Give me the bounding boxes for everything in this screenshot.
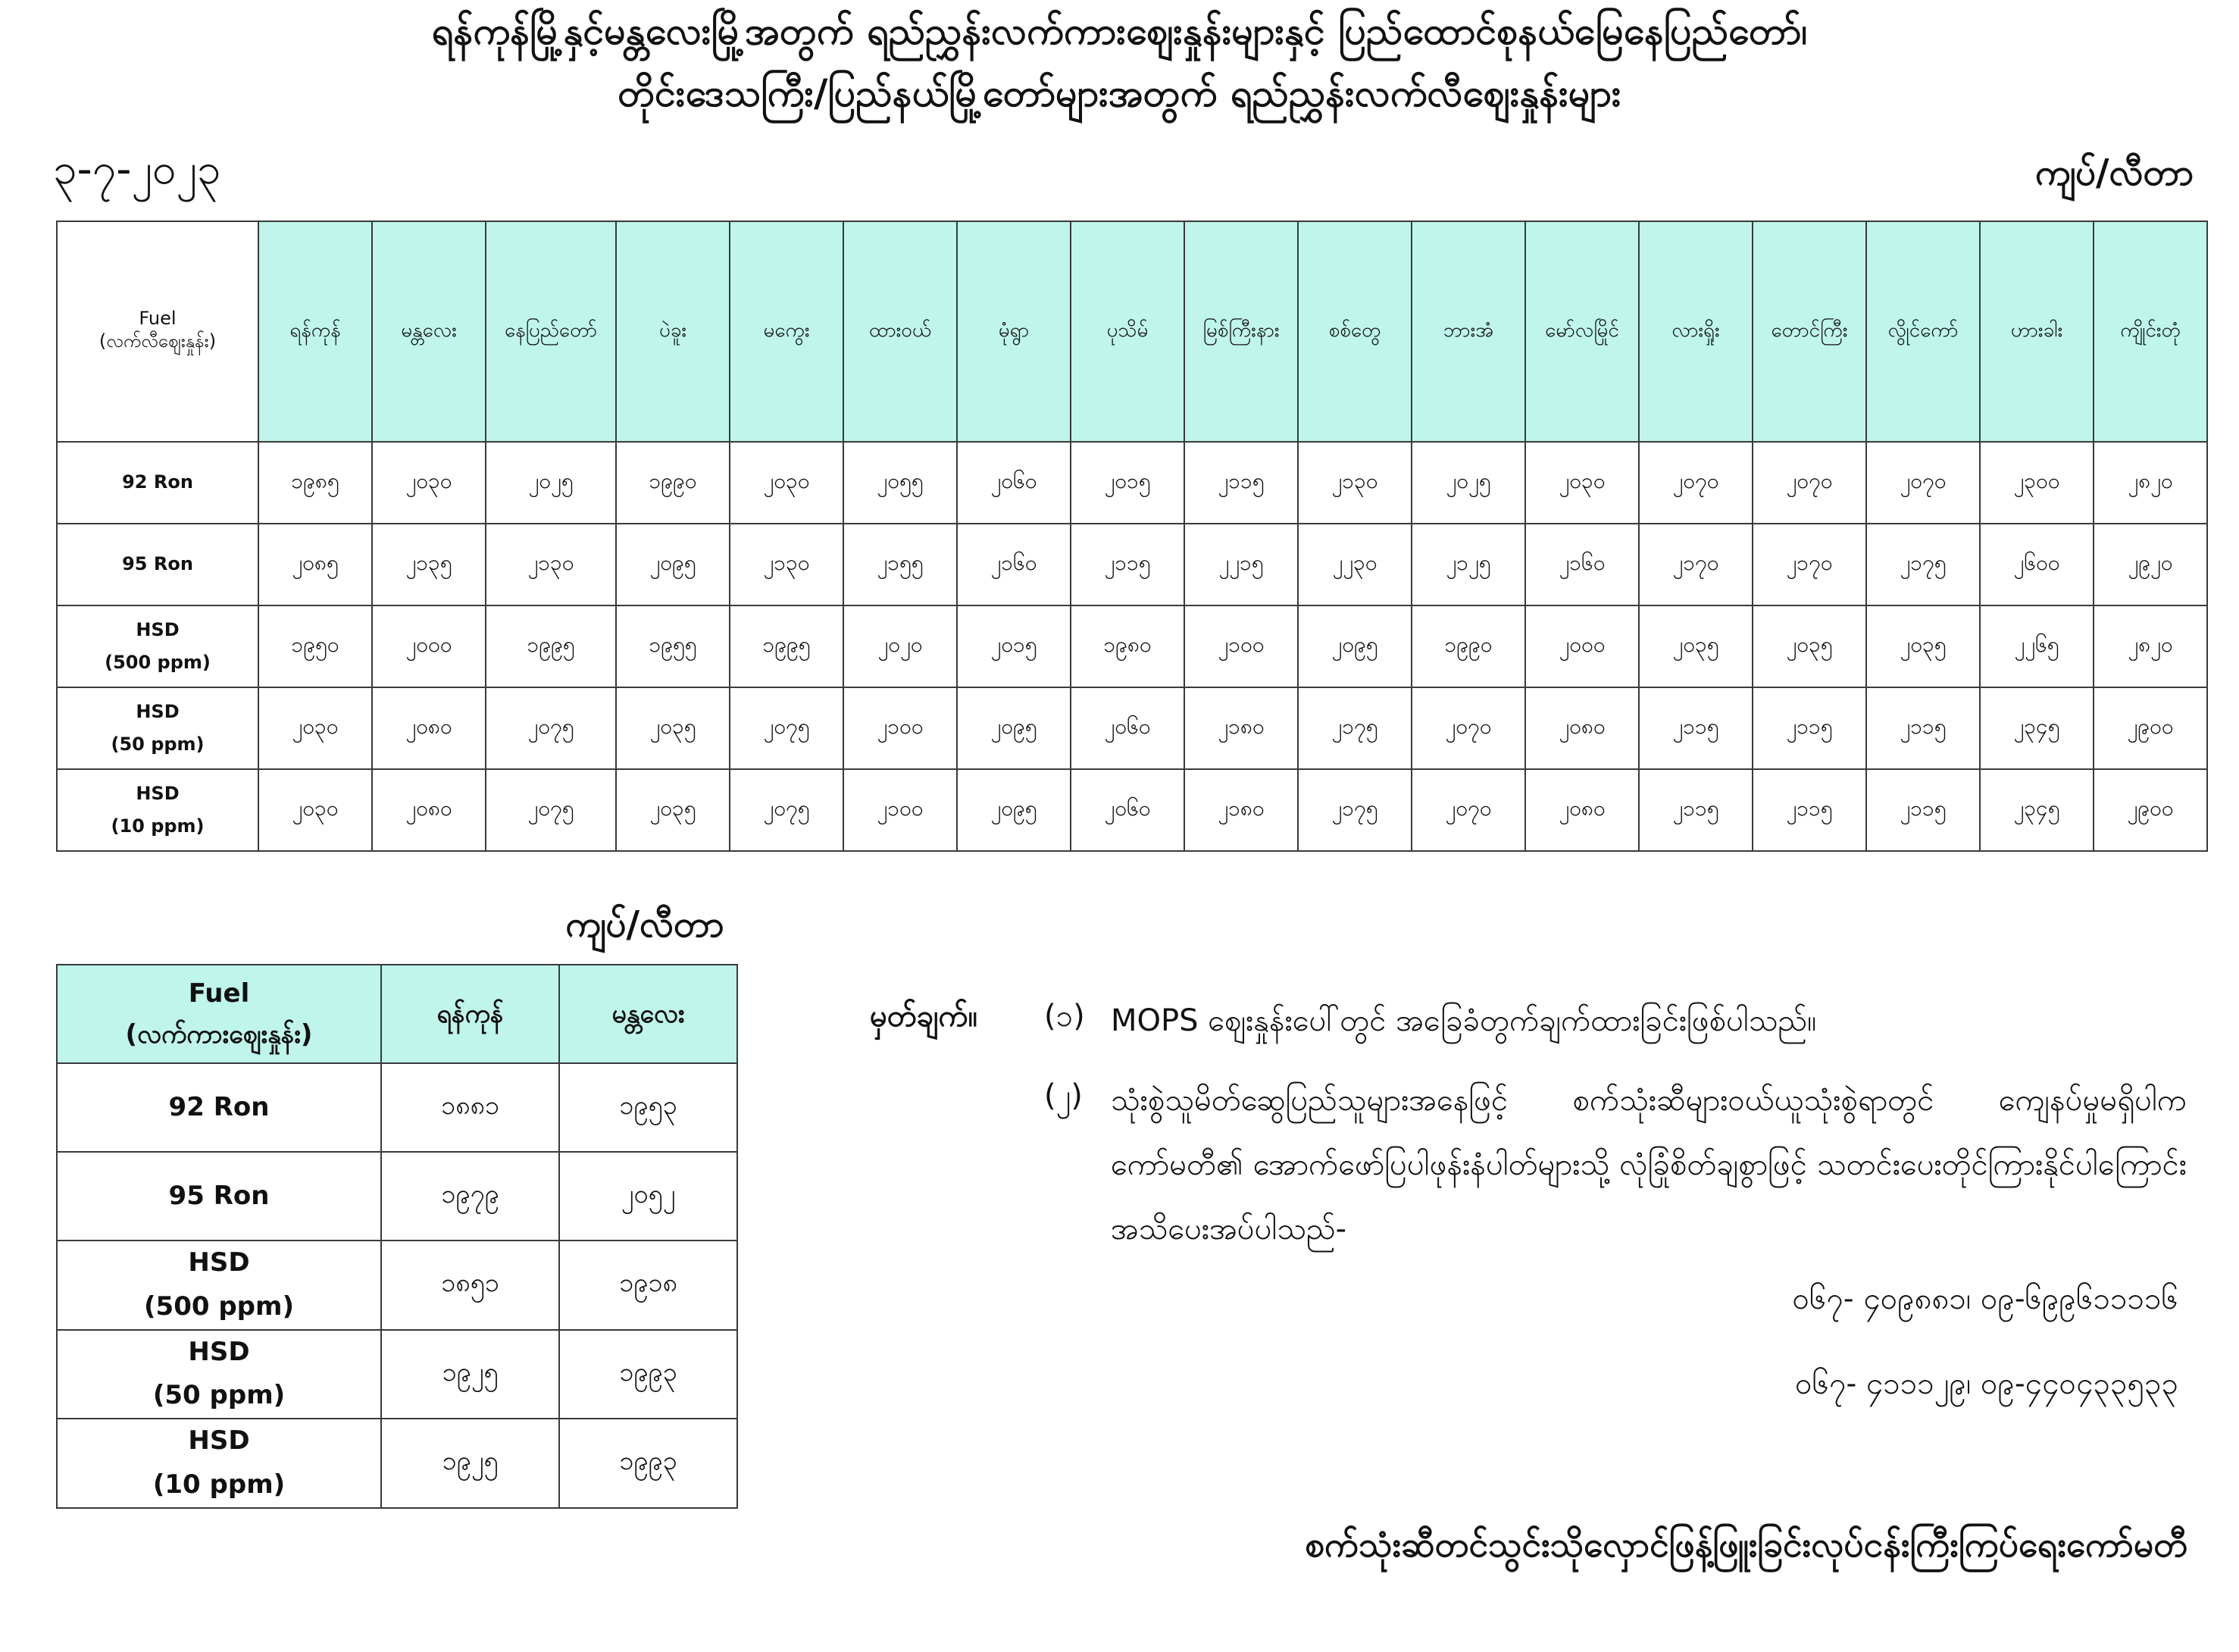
note-2-number: (၂) [1044, 1078, 1083, 1113]
retail-price-cell: ၂၀၀၀ [372, 605, 486, 687]
retail-price-cell: ၂၃၄၅ [1980, 687, 2094, 769]
retail-city-header: ကျိုင်းတုံ [2094, 221, 2207, 442]
wholesale-row [57, 1241, 737, 1330]
retail-price-cell: ၂၀၁၅ [1071, 442, 1184, 524]
retail-price-cell: ၂၁၁၅ [1639, 687, 1753, 769]
note-1-number: (၁) [1044, 999, 1085, 1034]
retail-price-cell: ၂၈၂၀ [2094, 605, 2207, 687]
wholesale-fuel-cell [57, 1063, 381, 1152]
retail-price-cell: ၂၁၇၅ [1866, 524, 1980, 605]
fuel-grade: (50 ppm) [152, 1380, 286, 1411]
retail-price-cell: ၂၀၇၅ [730, 687, 843, 769]
fuel-grade: (500 ppm) [144, 1291, 294, 1322]
retail-price-cell: ၂၀၃၅ [1866, 605, 1980, 687]
retail-city-header: မော်လမြိုင် [1525, 221, 1639, 442]
retail-price-cell: ၂၁၇၀ [1753, 524, 1866, 605]
retail-city-header: မုံရွာ [957, 221, 1071, 442]
fuel-name: 95 Ron [122, 553, 193, 575]
retail-price-cell: ၂၀၈၀ [1525, 687, 1639, 769]
retail-price-cell: ၂၀၉၅ [957, 769, 1071, 851]
retail-price-cell: ၂၁၃၀ [730, 524, 843, 605]
retail-price-cell: ၂၀၉၅ [616, 524, 730, 605]
wholesale-price-cell: ၂၀၅၂ [559, 1152, 737, 1241]
retail-city-header: ဟားခါး [1980, 221, 2094, 442]
retail-price-cell: ၁၉၅၅ [616, 605, 730, 687]
retail-price-cell: ၂၁၁၅ [1866, 687, 1980, 769]
retail-city-header: မြစ်ကြီးနား [1184, 221, 1298, 442]
fuel-name: HSD [136, 618, 180, 640]
retail-price-cell: ၂၀၀၀ [1525, 605, 1639, 687]
retail-price-cell: ၂၂၁၅ [1184, 524, 1298, 605]
retail-price-cell: ၂၁၀၀ [1184, 605, 1298, 687]
retail-price-cell: ၂၃၄၅ [1980, 769, 2094, 851]
wholesale-fuel-cell [57, 1419, 381, 1508]
retail-price-cell: ၂၀၂၀ [843, 605, 957, 687]
fuel-name: HSD [188, 1247, 250, 1278]
retail-price-cell: ၂၁၀၀ [843, 687, 957, 769]
retail-price-cell: ၂၀၃၅ [1639, 605, 1753, 687]
retail-price-cell: ၂၁၁၅ [1639, 769, 1753, 851]
retail-price-cell: ၂၀၃၅ [616, 769, 730, 851]
retail-price-cell: ၂၂၃၀ [1298, 524, 1412, 605]
wholesale-fuel-header-subtitle: (လက်ကားဈေးနှုန်း) [125, 1019, 313, 1050]
retail-price-table [56, 221, 2208, 852]
retail-price-cell: ၂၀၆၀ [957, 442, 1071, 524]
retail-price-cell: ၂၀၃၀ [372, 442, 486, 524]
wholesale-row [57, 1152, 737, 1241]
wholesale-price-cell: ၁၉၁၈ [559, 1241, 737, 1330]
wholesale-fuel-header-title: Fuel [188, 978, 250, 1009]
retail-city-header: ပဲခူး [616, 221, 730, 442]
wholesale-price-cell: ၁၉၂၅ [381, 1419, 559, 1508]
retail-price-cell: ၂၀၇၅ [486, 769, 616, 851]
retail-price-cell: ၂၃၀၀ [1980, 442, 2094, 524]
retail-price-cell: ၂၀၃၅ [616, 687, 730, 769]
retail-price-cell: ၂၁၃၅ [372, 524, 486, 605]
retail-price-cell: ၂၀၃၀ [1525, 442, 1639, 524]
wholesale-fuel-cell [57, 1330, 381, 1419]
retail-header-row [57, 221, 2207, 442]
title-line-2: တိုင်းဒေသကြီး/ပြည်နယ်မြို့တော်များအတွက် ရည်ညွှန်းလက်လီဈေးနှုန်းများ [618, 71, 1621, 115]
retail-city-header: လားရှိုး [1639, 221, 1753, 442]
retail-price-cell: ၂၀၇၅ [486, 687, 616, 769]
wholesale-fuel-cell [57, 1241, 381, 1330]
fuel-name: 95 Ron [168, 1180, 270, 1211]
retail-city-header: လွိုင်ကော် [1866, 221, 1980, 442]
retail-city-header: မကွေး [730, 221, 843, 442]
retail-price-cell: ၂၀၇၀ [1412, 687, 1525, 769]
wholesale-city-header: ရန်ကုန် [381, 965, 559, 1063]
retail-price-cell: ၂၁၅၅ [843, 524, 957, 605]
retail-price-cell: ၂၀၈၀ [1525, 769, 1639, 851]
retail-price-cell: ၂၀၉၅ [1298, 605, 1412, 687]
retail-city-header: မန္တလေး [372, 221, 486, 442]
retail-price-cell: ၂၈၂၀ [2094, 442, 2207, 524]
retail-price-cell: ၂၀၇၀ [1866, 442, 1980, 524]
notes-label: မှတ်ချက်။ [870, 999, 977, 1034]
retail-city-header: နေပြည်တော် [486, 221, 616, 442]
retail-price-cell: ၂၀၇၅ [730, 769, 843, 851]
retail-price-cell: ၂၀၂၅ [1412, 442, 1525, 524]
fuel-name: HSD [188, 1425, 250, 1456]
retail-price-cell: ၂၀၈၀ [372, 687, 486, 769]
wholesale-row [57, 1330, 737, 1419]
wholesale-unit: ကျပ်/လီတာ [565, 903, 724, 946]
retail-price-cell: ၁၉၉၀ [1412, 605, 1525, 687]
retail-row [57, 769, 2207, 851]
retail-price-cell: ၂၁၈၀ [1184, 687, 1298, 769]
retail-row [57, 605, 2207, 687]
retail-price-cell: ၂၁၃၀ [1298, 442, 1412, 524]
retail-row [57, 524, 2207, 605]
retail-price-cell: ၂၀၆၀ [1071, 769, 1184, 851]
retail-row [57, 687, 2207, 769]
retail-price-cell: ၂၁၇၀ [1639, 524, 1753, 605]
retail-city-header: ရန်ကုန် [258, 221, 372, 442]
retail-price-cell: ၂၀၃၀ [258, 687, 372, 769]
fuel-name: HSD [136, 782, 180, 804]
wholesale-price-cell: ၁၈၈၁ [381, 1063, 559, 1152]
wholesale-city-header: မန္တလေး [559, 965, 737, 1063]
retail-price-cell: ၁၉၉၅ [730, 605, 843, 687]
retail-price-cell: ၂၀၁၅ [957, 605, 1071, 687]
retail-price-cell: ၂၀၆၀ [1071, 687, 1184, 769]
date: ၃-၇-၂၀၂၃ [53, 145, 221, 194]
retail-price-cell: ၂၁၇၅ [1298, 687, 1412, 769]
retail-price-cell: ၂၁၁၅ [1866, 769, 1980, 851]
retail-city-header: ထားဝယ် [843, 221, 957, 442]
retail-fuel-header-title: Fuel [139, 307, 177, 329]
retail-price-cell: ၁၉၉၀ [616, 442, 730, 524]
fuel-name: HSD [136, 700, 180, 722]
retail-price-cell: ၁၉၈၀ [1071, 605, 1184, 687]
retail-price-cell: ၂၁၁၅ [1753, 687, 1866, 769]
retail-price-cell: ၂၀၈၅ [258, 524, 372, 605]
retail-city-header: ဘားအံ [1412, 221, 1525, 442]
wholesale-price-cell: ၁၉၉၃ [559, 1330, 737, 1419]
wholesale-row [57, 1419, 737, 1508]
fuel-grade: (500 ppm) [105, 652, 211, 673]
wholesale-fuel-header [57, 965, 381, 1063]
retail-price-cell: ၂၉၀၀ [2094, 687, 2207, 769]
retail-price-cell: ၂၁၁၅ [1753, 769, 1866, 851]
retail-fuel-cell [57, 687, 258, 769]
retail-price-cell: ၂၁၃၀ [486, 524, 616, 605]
retail-price-cell: ၁၉၉၅ [486, 605, 616, 687]
fuel-name: 92 Ron [122, 471, 193, 493]
retail-price-cell: ၂၁၀၀ [843, 769, 957, 851]
fuel-grade: (10 ppm) [152, 1469, 286, 1500]
note-2-text: သုံးစွဲသူမိတ်ဆွေပြည်သူများအနေဖြင့် စက်သုံးဆီများဝယ်ယူသုံးစွဲရာတွင် ကျေနပ်မှုမရှိပါက ကော်မတီ၏ အောက်ဖော်ပြပါဖုန်းနံပါတ်များသို့ လုံခြုံစိတ်ချစွာဖြင့် သတင်းပေးတိုင်ကြားနိုင်ပါကြောင်း အသိပေးအပ်ပါသည်- [1111, 1083, 2187, 1247]
retail-price-cell: ၂၀၇၀ [1639, 442, 1753, 524]
wholesale-row [57, 1063, 737, 1152]
retail-price-cell: ၂၀၇၀ [1753, 442, 1866, 524]
retail-price-cell: ၂၀၇၀ [1412, 769, 1525, 851]
wholesale-price-cell: ၁၉၇၉ [381, 1152, 559, 1241]
retail-fuel-cell [57, 524, 258, 605]
wholesale-price-cell: ၁၉၉၃ [559, 1419, 737, 1508]
retail-price-cell: ၂၁၆၀ [957, 524, 1071, 605]
retail-unit: ကျပ်/လီတာ [2034, 152, 2194, 194]
retail-price-cell: ၂၀၅၅ [843, 442, 957, 524]
fuel-name: HSD [188, 1336, 250, 1367]
wholesale-price-table [56, 964, 738, 1509]
wholesale-price-cell: ၁၈၅၁ [381, 1241, 559, 1330]
retail-price-cell: ၂၁၂၅ [1412, 524, 1525, 605]
title-line-1: ရန်ကုန်မြို့နှင့်မန္တလေးမြို့အတွက် ရည်ညွှန်းလက်ကားဈေးနှုန်းများနှင့် ပြည်ထောင်စုနယ်မြေနေပြည်တော်၊ [431, 9, 1808, 53]
retail-fuel-cell [57, 442, 258, 524]
wholesale-price-cell: ၁၉၅၃ [559, 1063, 737, 1152]
wholesale-header-row [57, 965, 737, 1063]
fuel-grade: (10 ppm) [111, 815, 205, 837]
retail-fuel-header [57, 221, 258, 442]
retail-price-cell: ၂၁၁၅ [1071, 524, 1184, 605]
retail-price-cell: ၂၀၃၅ [1753, 605, 1866, 687]
retail-price-cell: ၂၁၈၀ [1184, 769, 1298, 851]
retail-city-header: ပုသိမ် [1071, 221, 1184, 442]
retail-price-cell: ၁၉၈၅ [258, 442, 372, 524]
retail-price-cell: ၂၀၂၅ [486, 442, 616, 524]
retail-price-cell: ၂၉၂၀ [2094, 524, 2207, 605]
committee-signature: စက်သုံးဆီတင်သွင်းသိုလှောင်ဖြန့်ဖြူးခြင်းလုပ်ငန်းကြီးကြပ်ရေးကော်မတီ [1305, 1524, 2187, 1565]
phone-numbers-1: ၀၆၇- ၄၀၉၈၈၁၊ ၀၉-၆၉၉၆၁၁၁၁၆ [1792, 1281, 2178, 1316]
retail-price-cell: ၂၁၁၅ [1184, 442, 1298, 524]
retail-price-cell: ၂၁၇၅ [1298, 769, 1412, 851]
retail-fuel-header-subtitle: (လက်လီဈေးနှုန်း) [99, 330, 217, 352]
wholesale-price-cell: ၁၉၂၅ [381, 1330, 559, 1419]
retail-city-header: စစ်တွေ [1298, 221, 1412, 442]
retail-price-cell: ၂၀၈၀ [372, 769, 486, 851]
retail-price-cell: ၂၀၉၅ [957, 687, 1071, 769]
retail-price-cell: ၂၀၃၀ [730, 442, 843, 524]
retail-fuel-cell [57, 605, 258, 687]
retail-price-cell: ၂၉၀၀ [2094, 769, 2207, 851]
fuel-grade: (50 ppm) [111, 734, 205, 755]
phone-numbers-2: ၀၆၇- ၄၁၁၁၂၉၊ ၀၉-၄၄၀၄၃၃၅၃၃ [1795, 1366, 2178, 1401]
wholesale-fuel-cell [57, 1152, 381, 1241]
retail-fuel-cell [57, 769, 258, 851]
note-1-text: MOPS ဈေးနှုန်းပေါ်တွင် အခြေခံတွက်ချက်ထားခြင်းဖြစ်ပါသည်။ [1111, 1003, 1817, 1038]
retail-price-cell: ၂၀၃၀ [258, 769, 372, 851]
retail-city-header: တောင်ကြီး [1753, 221, 1866, 442]
fuel-name: 92 Ron [168, 1091, 270, 1122]
retail-price-cell: ၂၁၆၀ [1525, 524, 1639, 605]
retail-price-cell: ၁၉၅၀ [258, 605, 372, 687]
retail-price-cell: ၂၆၀၀ [1980, 524, 2094, 605]
retail-row [57, 442, 2207, 524]
retail-price-cell: ၂၂၆၅ [1980, 605, 2094, 687]
